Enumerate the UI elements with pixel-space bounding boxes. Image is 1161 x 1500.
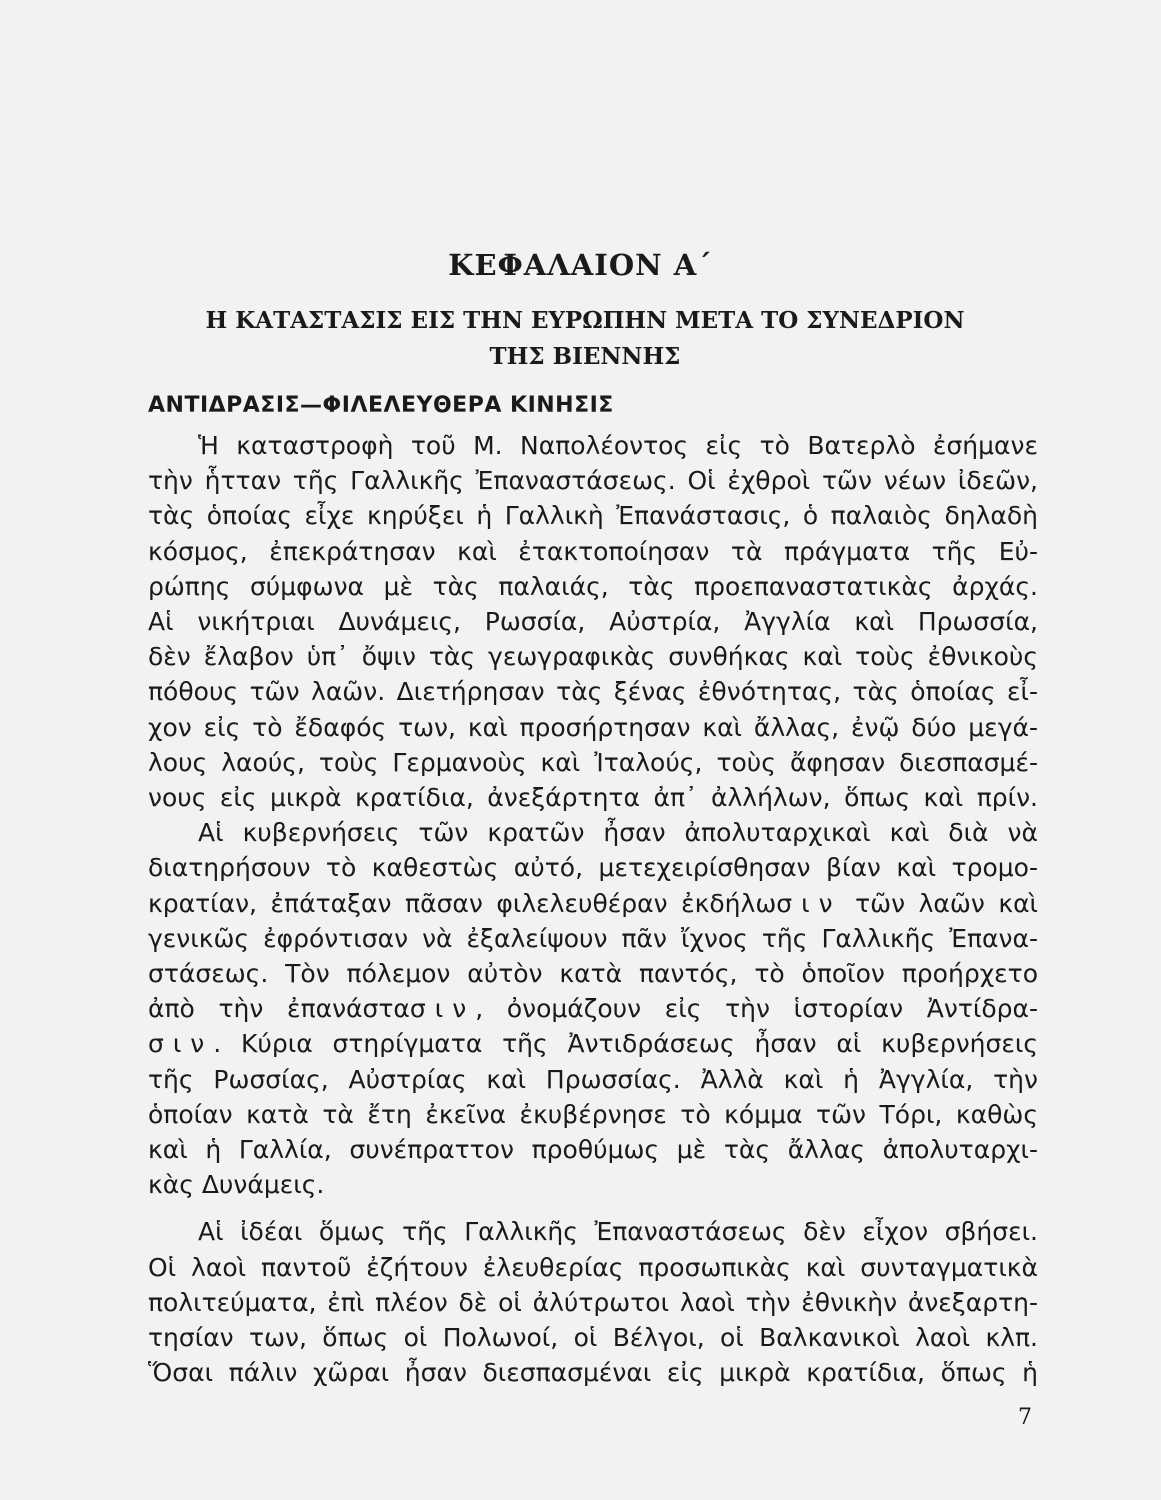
chapter-title-line: ΤΗΣ ΒΙΕΝΝΗΣ: [489, 343, 681, 370]
text-line: κὰς Δυνάμεις.: [148, 1170, 325, 1200]
text-line: Αἱ κυβερνήσεις τῶν κρατῶν ἦσαν ἀπολυταρχικαὶ καὶ διὰ νὰ: [198, 818, 1038, 848]
text-line: ρώπης σύμφωνα μὲ τὰς παλαιάς, τὰς προεπαναστατικὰς ἀρχάς.: [148, 571, 1038, 601]
emphasized-term: σιν: [148, 1029, 214, 1059]
text-line: Αἱ ἰδέαι ὅμως τῆς Γαλλικῆς Ἐπαναστάσεως δὲν εἶχον σβήσει.: [198, 1217, 1038, 1247]
text-line: στάσεως. Τὸν πόλεμον αὐτὸν κατὰ παντός, τὸ ὁποῖον προήρχετο: [148, 959, 1038, 989]
text-line: γενικῶς ἐφρόντισαν νὰ ἐξαλείψουν πᾶν ἴχνος τῆς Γαλλικῆς Ἐπανα-: [148, 923, 1038, 953]
text-line: πόθους τῶν λαῶν. Διετήρησαν τὰς ξένας ἐθνότητας, τὰς ὁποίας εἶ-: [148, 677, 1038, 707]
paragraph-2: [148, 815, 1038, 1202]
text-line: Ὅσαι πάλιν χῶραι ἦσαν διεσπασμέναι εἰς μικρὰ κρατίδια, ὅπως ἡ: [148, 1358, 1038, 1388]
text-line: πολιτεύματα, ἐπὶ πλέον δὲ οἱ ἀλύτρωτοι λαοὶ τὴν ἐθνικὴν ἀνεξαρτη-: [148, 1287, 1038, 1317]
text-line: τησίαν των, ὅπως οἱ Πολωνοί, οἱ Βέλγοι, οἱ Βαλκανικοὶ λαοὶ κλπ.: [148, 1323, 1038, 1353]
text-line: δὲν ἔλαβον ὑπ᾿ ὄψιν τὰς γεωγραφικὰς συνθήκας καὶ τοὺς ἐθνικοὺς: [148, 642, 1038, 672]
paragraph-3: [148, 1214, 1038, 1390]
emphasized-term: σιν: [776, 888, 842, 918]
text-line: κόσμος, ἐπεκράτησαν καὶ ἐτακτοποίησαν τὰ πράγματα τῆς Εὐ-: [148, 536, 1038, 566]
chapter-heading: ΚΕΦΑΛΑΙΟΝ Α΄: [448, 248, 713, 282]
text-line: τῆς Ρωσσίας, Αὐστρίας καὶ Πρωσσίας. Ἀλλὰ καὶ ἡ Ἀγγλία, τὴν: [148, 1064, 1038, 1094]
text-line: ἀπὸ τὴν ἐπανάστασιν, ὀνομάζουν εἰς τὴν ἱστορίαν Ἀντίδρα-: [148, 994, 1038, 1024]
text-line: χον εἰς τὸ ἔδαφός των, καὶ προσήρτησαν καὶ ἄλλας, ἐνῷ δύο μεγά-: [148, 712, 1038, 742]
text-line: ὁποίαν κατὰ τὰ ἔτη ἐκεῖνα ἐκυβέρνησε τὸ κόμμα τῶν Τόρι, καθὼς: [148, 1099, 1038, 1129]
page-number: 7: [1018, 1405, 1032, 1430]
body-text: [148, 428, 1038, 1390]
text-line: Ἡ καταστροφὴ τοῦ Μ. Ναπολέοντος εἰς τὸ Βατερλὸ ἐσήμανε: [198, 431, 1038, 460]
text-line: τὰς ὁποίας εἶχε κηρύξει ἡ Γαλλικὴ Ἐπανάστασις, ὁ παλαιὸς δηλαδὴ: [148, 501, 1038, 531]
text-line: διατηρήσουν τὸ καθεστὼς αὐτό, μετεχειρίσθησαν βίαν καὶ τρομο-: [148, 853, 1038, 883]
text-line: Αἱ νικήτριαι Δυνάμεις, Ρωσσία, Αὐστρία, Ἀγγλία καὶ Πρωσσία,: [148, 607, 1038, 637]
chapter-title-line: Η ΚΑΤΑΣΤΑΣΙΣ ΕΙΣ ΤΗΝ ΕΥΡΩΠΗΝ ΜΕΤΑ ΤΟ ΣΥΝΕΔΡΙΟΝ: [205, 307, 965, 334]
section-subheading: ΑΝΤΙΔΡΑΣΙΣ—ΦΙΛΕΛΕΥΘΕΡΑ ΚΙΝΗΣΙΣ: [148, 393, 614, 418]
text-line: τὴν ἧτταν τῆς Γαλλικῆς Ἐπαναστάσεως. Οἱ ἐχθροὶ τῶν νέων ἰδεῶν,: [148, 466, 1038, 496]
text-line: σιν. Κύρια στηρίγματα τῆς Ἀντιδράσεως ἦσαν αἱ κυβερνήσεις: [148, 1029, 1038, 1059]
text-line: λους λαούς, τοὺς Γερμανοὺς καὶ Ἰταλούς, τοὺς ἄφησαν διεσπασμέ-: [148, 747, 1038, 777]
text-line: Οἱ λαοὶ παντοῦ ἐζήτουν ἐλευθερίας προσωπικὰς καὶ συνταγματικὰ: [148, 1252, 1038, 1282]
text-line: νους εἰς μικρὰ κρατίδια, ἀνεξάρτητα ἀπ᾿ ἀλλήλων, ὅπως καὶ πρίν.: [148, 783, 1038, 813]
text-line: καὶ ἡ Γαλλία, συνέπραττον προθύμως μὲ τὰς ἄλλας ἀπολυταρχι-: [148, 1135, 1038, 1165]
chapter-title: [170, 303, 1000, 375]
text-line: κρατίαν, ἐπάταξαν πᾶσαν φιλελευθέραν ἐκδήλωσιν τῶν λαῶν καὶ: [148, 888, 1039, 918]
emphasized-term: σιν: [409, 994, 476, 1024]
paragraph-1: [148, 428, 1038, 815]
